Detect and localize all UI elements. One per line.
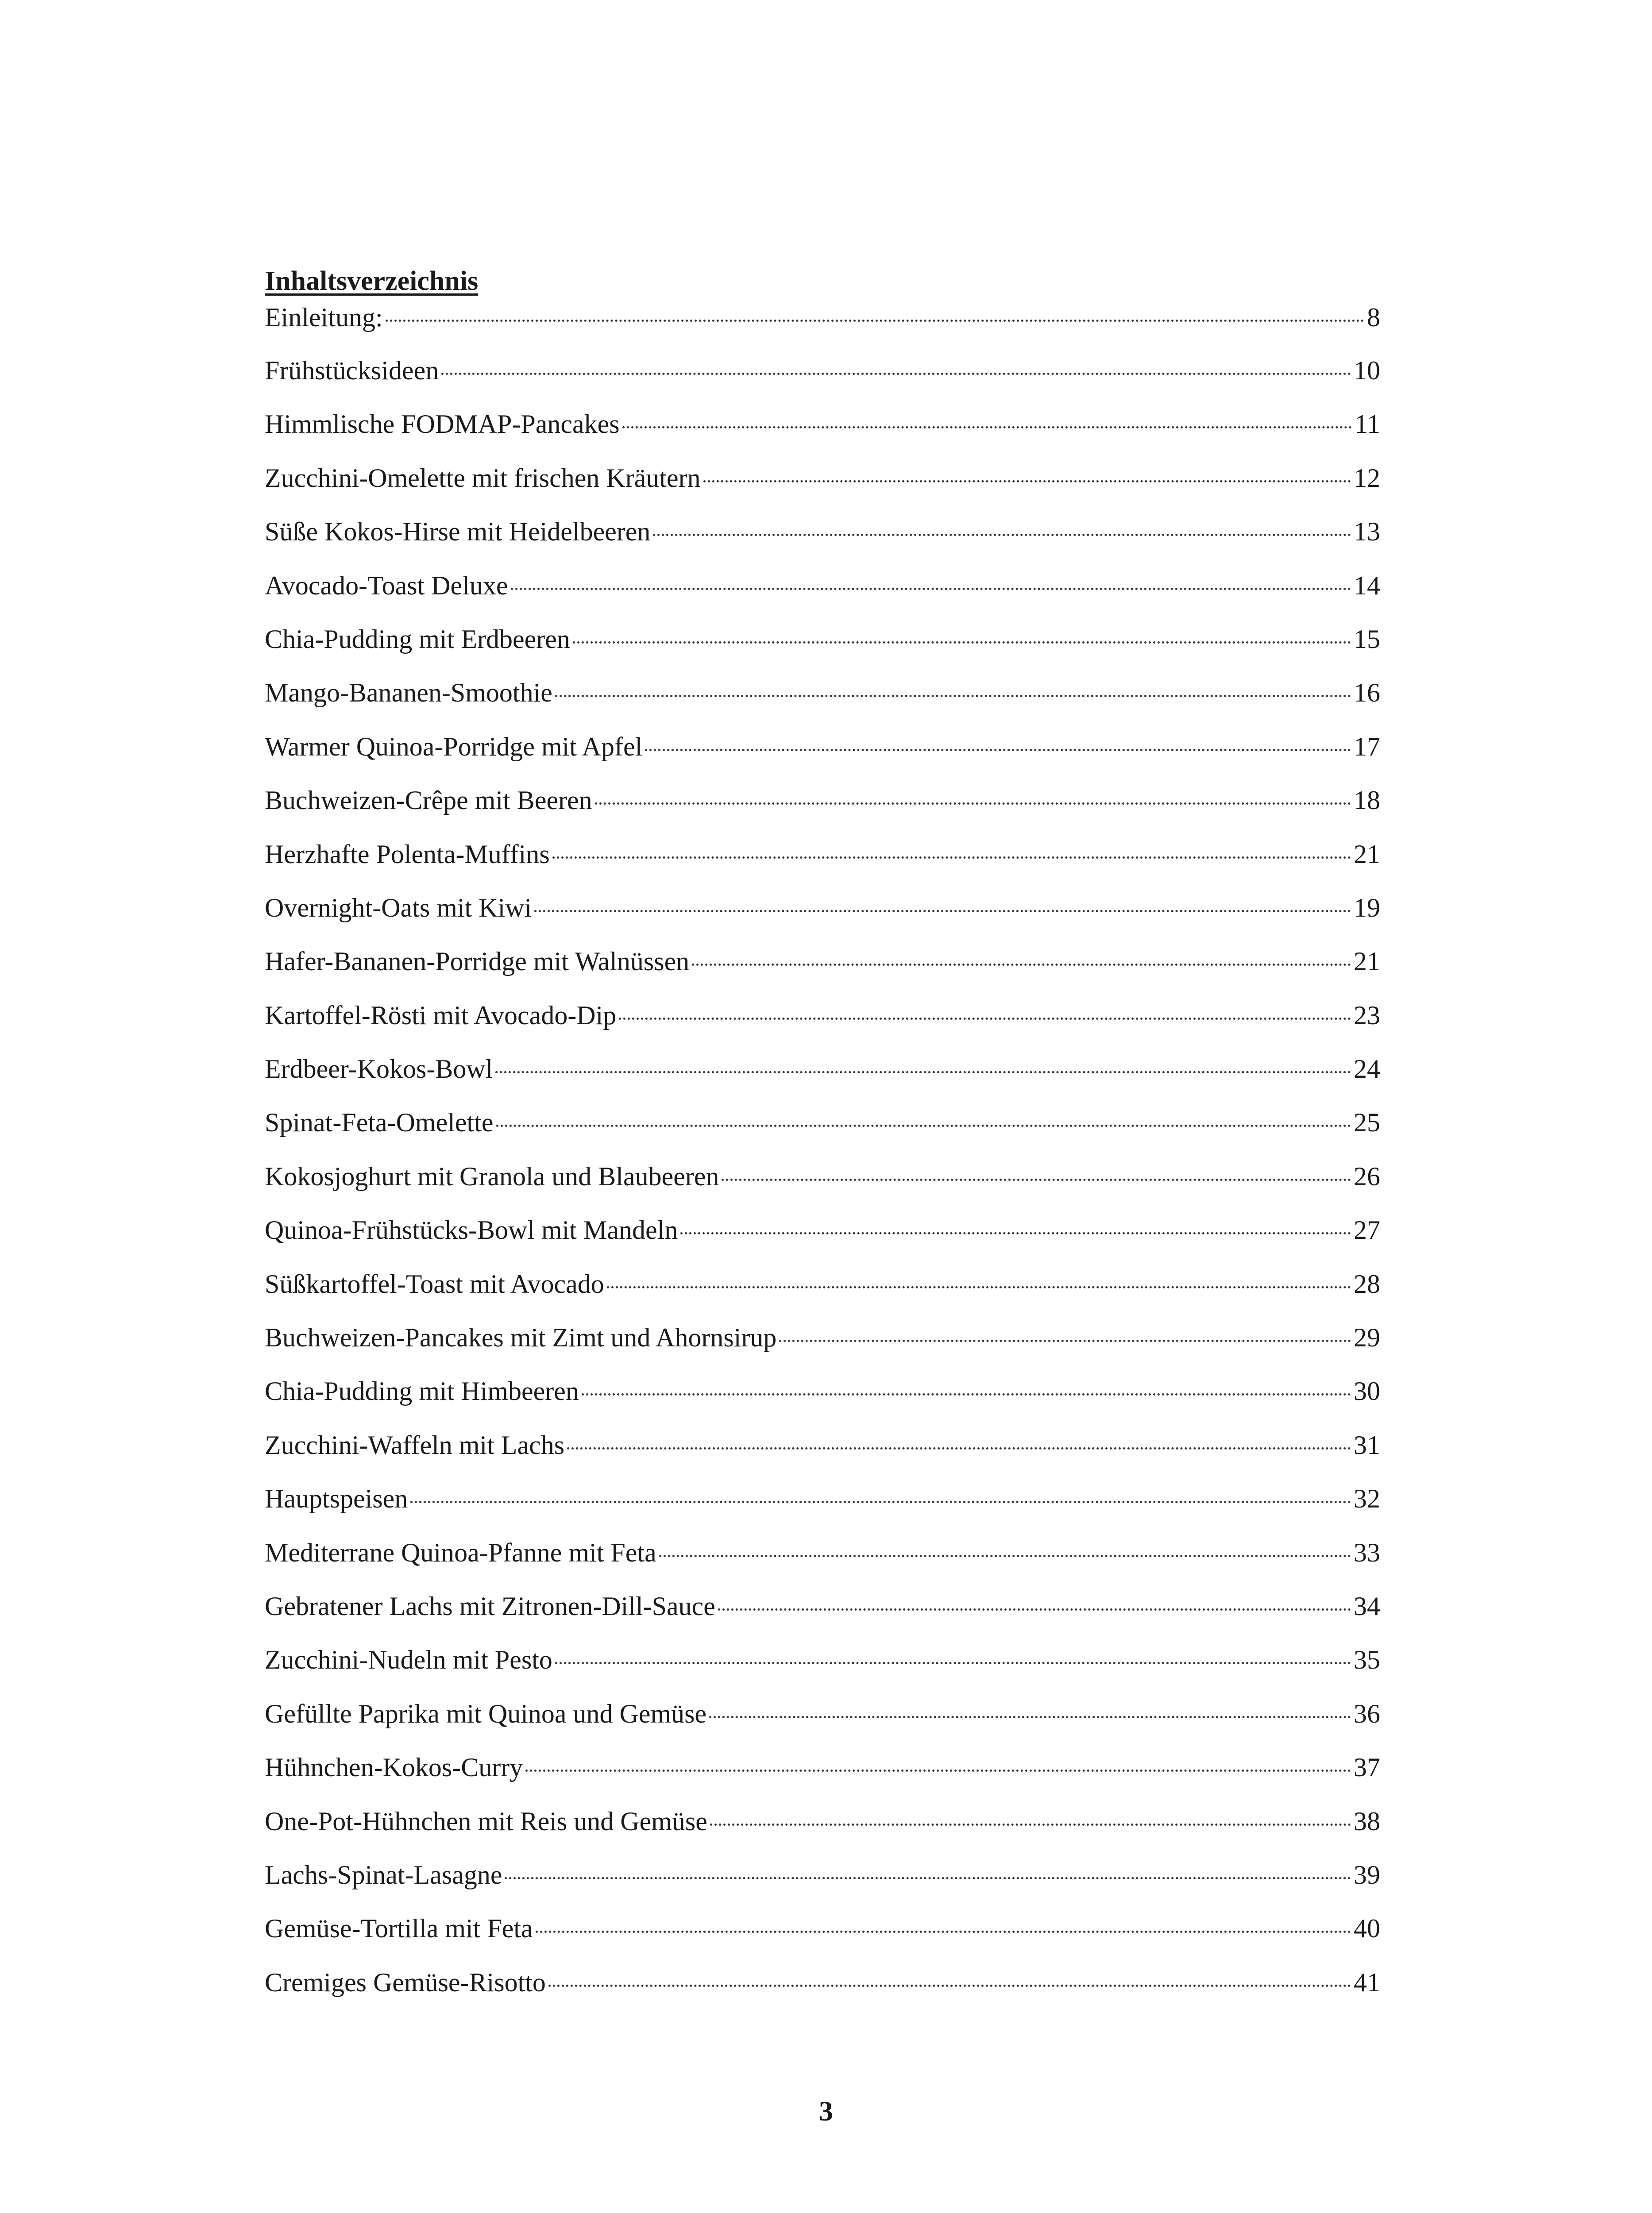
toc-entry-page-number: 37 xyxy=(1354,1753,1380,1782)
toc-entry[interactable] xyxy=(265,1214,1380,1267)
toc-entry[interactable] xyxy=(265,891,1380,945)
page-number: 3 xyxy=(819,2095,833,2127)
toc-dot-leader xyxy=(410,1501,1351,1503)
toc-dot-leader xyxy=(779,1340,1351,1342)
toc-entry-page-number: 38 xyxy=(1354,1806,1380,1836)
toc-entry-title: Himmlische FODMAP-Pancakes xyxy=(265,409,620,439)
toc-entry[interactable] xyxy=(265,838,1380,891)
toc-dot-leader xyxy=(718,1608,1351,1611)
toc-entry-title: Zucchini-Omelette mit frischen Kräutern xyxy=(265,463,701,493)
toc-dot-leader xyxy=(582,1393,1351,1396)
toc-entry-page-number: 41 xyxy=(1354,1967,1380,1997)
toc-entry[interactable] xyxy=(265,1805,1380,1858)
toc-dot-leader xyxy=(496,1125,1351,1127)
toc-entry-title: Spinat-Feta-Omelette xyxy=(265,1108,494,1137)
table-of-contents xyxy=(265,261,1380,2020)
toc-entry-title: Avocado-Toast Deluxe xyxy=(265,571,508,600)
toc-dot-leader xyxy=(653,534,1351,536)
toc-dot-leader xyxy=(710,1824,1351,1826)
toc-entry[interactable] xyxy=(265,1106,1380,1160)
toc-entry-title: Mediterrane Quinoa-Pfanne mit Feta xyxy=(265,1538,656,1567)
toc-entry-page-number: 8 xyxy=(1367,303,1380,332)
toc-entry[interactable] xyxy=(265,1643,1380,1697)
toc-entry-page-number: 12 xyxy=(1354,463,1380,493)
toc-entry-page-number: 13 xyxy=(1354,517,1380,547)
toc-entry[interactable] xyxy=(265,408,1380,461)
toc-entry[interactable] xyxy=(265,301,1380,354)
toc-entry-page-number: 24 xyxy=(1354,1054,1380,1084)
toc-entry-page-number: 33 xyxy=(1354,1538,1380,1567)
toc-entry-title: Süße Kokos-Hirse mit Heidelbeeren xyxy=(265,517,651,547)
toc-entry-page-number: 18 xyxy=(1354,786,1380,815)
toc-dot-leader xyxy=(555,1662,1351,1664)
toc-entry-page-number: 30 xyxy=(1354,1376,1380,1406)
toc-entry-title: Quinoa-Frühstücks-Bowl mit Mandeln xyxy=(265,1215,678,1245)
toc-entry-page-number: 11 xyxy=(1355,409,1380,439)
toc-entry[interactable] xyxy=(265,676,1380,730)
toc-entry[interactable] xyxy=(265,999,1380,1053)
toc-entry-page-number: 31 xyxy=(1354,1430,1380,1460)
toc-entry-title: Erdbeer-Kokos-Bowl xyxy=(265,1054,493,1084)
toc-entry[interactable] xyxy=(265,462,1380,515)
toc-entry-title: Herzhafte Polenta-Muffins xyxy=(265,839,550,869)
toc-entry-title: Hühnchen-Kokos-Curry xyxy=(265,1753,523,1782)
toc-entry-title: Einleitung: xyxy=(265,303,383,332)
toc-entry[interactable] xyxy=(265,1375,1380,1428)
toc-entry[interactable] xyxy=(265,623,1380,676)
toc-entry-page-number: 10 xyxy=(1354,356,1380,385)
toc-entry-title: Chia-Pudding mit Erdbeeren xyxy=(265,624,570,654)
toc-dot-leader xyxy=(552,856,1351,859)
toc-list xyxy=(265,301,1380,2020)
toc-entry-title: Frühstücksideen xyxy=(265,356,439,385)
toc-entry[interactable] xyxy=(265,1429,1380,1482)
toc-entry-title: Gefüllte Paprika mit Quinoa und Gemüse xyxy=(265,1699,707,1728)
toc-entry[interactable] xyxy=(265,1912,1380,1966)
toc-dot-leader xyxy=(703,480,1351,482)
toc-entry-title: Zucchini-Nudeln mit Pesto xyxy=(265,1645,552,1675)
toc-dot-leader xyxy=(441,373,1351,375)
toc-title: Inhaltsverzeichnis xyxy=(265,266,479,296)
toc-dot-leader xyxy=(573,641,1351,644)
toc-dot-leader xyxy=(692,964,1351,966)
toc-entry-page-number: 25 xyxy=(1354,1108,1380,1137)
toc-entry[interactable] xyxy=(265,1858,1380,1912)
toc-entry-title: Warmer Quinoa-Porridge mit Apfel xyxy=(265,732,643,761)
toc-entry[interactable] xyxy=(265,1536,1380,1590)
toc-entry-title: One-Pot-Hühnchen mit Reis und Gemüse xyxy=(265,1806,707,1836)
toc-dot-leader xyxy=(555,695,1351,697)
toc-dot-leader xyxy=(622,426,1352,428)
toc-entry-page-number: 21 xyxy=(1354,947,1380,976)
toc-entry[interactable] xyxy=(265,1160,1380,1214)
toc-entry-page-number: 17 xyxy=(1354,732,1380,761)
toc-entry[interactable] xyxy=(265,730,1380,784)
toc-entry-page-number: 26 xyxy=(1354,1161,1380,1191)
toc-entry-title: Buchweizen-Pancakes mit Zimt und Ahornsirup xyxy=(265,1323,777,1353)
toc-entry-title: Overnight-Oats mit Kiwi xyxy=(265,893,532,922)
toc-dot-leader xyxy=(645,749,1351,751)
toc-entry-page-number: 14 xyxy=(1354,571,1380,600)
toc-dot-leader xyxy=(709,1716,1351,1718)
toc-entry-page-number: 21 xyxy=(1354,839,1380,869)
toc-entry-page-number: 40 xyxy=(1354,1914,1380,1943)
toc-dot-leader xyxy=(607,1286,1351,1288)
toc-entry[interactable] xyxy=(265,569,1380,623)
toc-dot-leader xyxy=(548,1985,1351,1987)
toc-entry[interactable] xyxy=(265,945,1380,999)
toc-dot-leader xyxy=(525,1770,1351,1772)
toc-entry-title: Chia-Pudding mit Himbeeren xyxy=(265,1376,579,1406)
toc-dot-leader xyxy=(534,910,1351,912)
toc-dot-leader xyxy=(495,1071,1351,1073)
toc-entry[interactable] xyxy=(265,1321,1380,1375)
toc-dot-leader xyxy=(659,1555,1351,1557)
toc-entry-page-number: 16 xyxy=(1354,678,1380,708)
toc-entry-page-number: 19 xyxy=(1354,893,1380,922)
toc-entry-page-number: 34 xyxy=(1354,1591,1380,1621)
toc-entry[interactable] xyxy=(265,1966,1380,2020)
toc-entry-page-number: 36 xyxy=(1354,1699,1380,1728)
toc-dot-leader xyxy=(505,1877,1351,1879)
toc-entry[interactable] xyxy=(265,1590,1380,1643)
toc-entry[interactable] xyxy=(265,1482,1380,1536)
toc-entry[interactable] xyxy=(265,354,1380,408)
toc-entry-page-number: 15 xyxy=(1354,624,1380,654)
toc-entry-page-number: 29 xyxy=(1354,1323,1380,1353)
toc-entry[interactable] xyxy=(265,1053,1380,1106)
toc-entry-page-number: 28 xyxy=(1354,1269,1380,1299)
toc-entry[interactable] xyxy=(265,1751,1380,1804)
toc-entry-title: Buchweizen-Crêpe mit Beeren xyxy=(265,786,592,815)
toc-entry-page-number: 27 xyxy=(1354,1215,1380,1245)
toc-dot-leader xyxy=(595,802,1351,805)
toc-entry-title: Zucchini-Waffeln mit Lachs xyxy=(265,1430,565,1460)
toc-entry-page-number: 35 xyxy=(1354,1645,1380,1675)
toc-dot-leader xyxy=(386,320,1364,322)
toc-entry-title: Hauptspeisen xyxy=(265,1484,408,1514)
toc-entry-page-number: 23 xyxy=(1354,1000,1380,1030)
toc-dot-leader xyxy=(567,1447,1351,1450)
toc-entry-title: Kokosjoghurt mit Granola und Blaubeeren xyxy=(265,1161,719,1191)
toc-entry[interactable] xyxy=(265,784,1380,837)
toc-dot-leader xyxy=(619,1018,1351,1020)
toc-entry-title: Kartoffel-Rösti mit Avocado-Dip xyxy=(265,1000,617,1030)
toc-entry-title: Gebratener Lachs mit Zitronen-Dill-Sauce xyxy=(265,1591,715,1621)
toc-dot-leader xyxy=(536,1931,1351,1933)
toc-entry[interactable] xyxy=(265,515,1380,569)
toc-entry-page-number: 32 xyxy=(1354,1484,1380,1514)
toc-entry-title: Süßkartoffel-Toast mit Avocado xyxy=(265,1269,604,1299)
toc-dot-leader xyxy=(722,1179,1351,1181)
toc-dot-leader xyxy=(680,1232,1351,1234)
toc-entry-title: Lachs-Spinat-Lasagne xyxy=(265,1860,502,1889)
toc-entry[interactable] xyxy=(265,1697,1380,1751)
toc-entry-title: Gemüse-Tortilla mit Feta xyxy=(265,1914,533,1943)
toc-entry-title: Mango-Bananen-Smoothie xyxy=(265,678,552,708)
toc-entry[interactable] xyxy=(265,1268,1380,1321)
toc-dot-leader xyxy=(511,588,1351,590)
toc-entry-title: Cremiges Gemüse-Risotto xyxy=(265,1967,546,1997)
toc-entry-page-number: 39 xyxy=(1354,1860,1380,1889)
toc-entry-title: Hafer-Bananen-Porridge mit Walnüssen xyxy=(265,947,690,976)
